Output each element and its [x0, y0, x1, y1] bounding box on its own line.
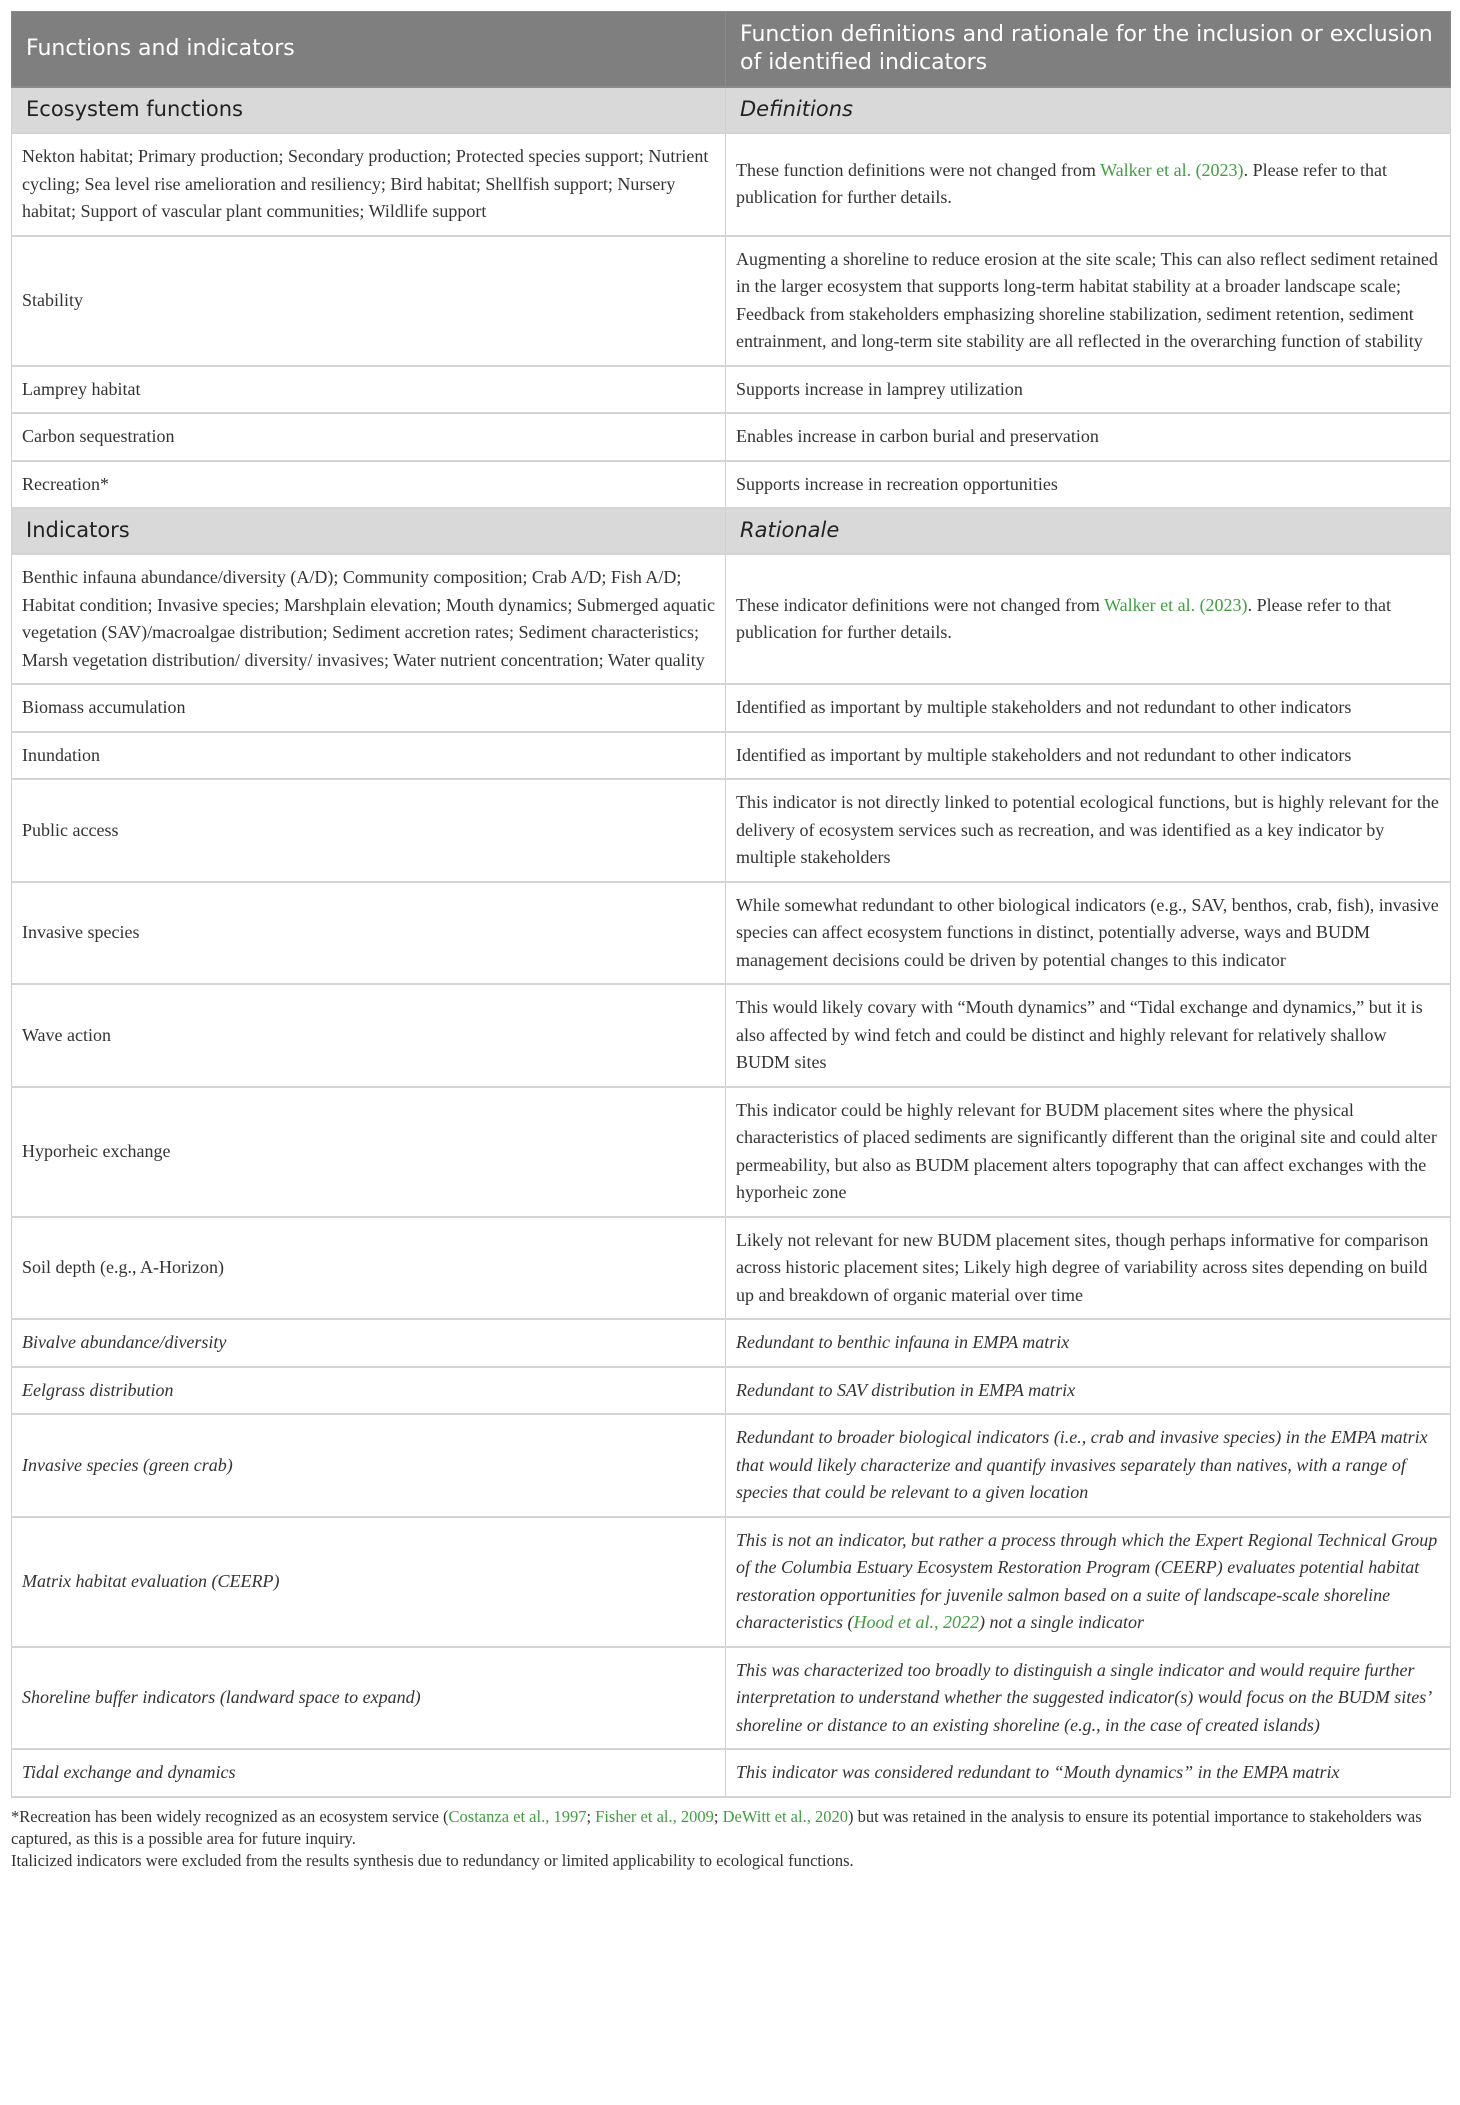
section-subtitle: Definitions: [726, 87, 1451, 133]
table-row: [12, 1217, 1451, 1320]
cell-text: . Please refer to that publication for further details.: [736, 159, 1387, 208]
footnote: [11, 1806, 1450, 1850]
definition-rationale-cell: [726, 882, 1451, 985]
function-indicator-cell: Invasive species: [12, 882, 726, 985]
function-indicator-cell: Inundation: [12, 732, 726, 780]
definition-rationale-cell: [726, 732, 1451, 780]
citation-link[interactable]: Hood et al., 2022: [853, 1612, 979, 1632]
cell-text: This indicator could be highly relevant for BUDM placement sites where the physical characteristics of placed sediments are significantly different than the original site and could alter permeability, but also as BUDM placement alters topography that can affect exchanges with the hyporheic zone: [736, 1099, 1437, 1202]
definition-rationale-cell: [726, 461, 1451, 509]
citation-link[interactable]: Walker et al. (2023): [1100, 159, 1244, 180]
definition-rationale-cell: [726, 1367, 1451, 1415]
cell-text: Supports increase in lamprey utilization: [736, 378, 1023, 399]
function-indicator-cell: Bivalve abundance/diversity: [12, 1319, 726, 1367]
cell-text: Redundant to broader biological indicators (i.e., crab and invasive species) in the EMPA matrix that would likely characterize and quantify invasives separately than natives, with a range of species that could be relevant to a given location: [736, 1427, 1428, 1502]
footnotes: [11, 1806, 1450, 1872]
cell-text: Enables increase in carbon burial and preservation: [736, 426, 1099, 446]
function-indicator-cell: Invasive species (green crab): [12, 1414, 726, 1517]
function-indicator-cell: Public access: [12, 779, 726, 882]
table-row: [12, 684, 1451, 732]
table-row: [12, 236, 1451, 366]
cell-text: Supports increase in recreation opportunities: [736, 473, 1058, 494]
table-row: [12, 554, 1451, 684]
definition-rationale-cell: [726, 684, 1451, 732]
definition-rationale-cell: [726, 413, 1451, 461]
table-row: [12, 732, 1451, 780]
function-indicator-cell: Eelgrass distribution: [12, 1367, 726, 1415]
definition-rationale-cell: [726, 984, 1451, 1087]
header-functions-indicators: Functions and indicators: [12, 12, 726, 88]
table-container: [11, 11, 1450, 1872]
cell-text: This indicator was considered redundant to “Mouth dynamics” in the EMPA matrix: [736, 1762, 1340, 1782]
definition-rationale-cell: [726, 366, 1451, 414]
citation-link[interactable]: DeWitt et al., 2020: [722, 1806, 848, 1826]
table-header-row: [12, 12, 1451, 88]
function-indicator-cell: Biomass accumulation: [12, 684, 726, 732]
table-row: [12, 1517, 1451, 1647]
cell-text: Identified as important by multiple stakeholders and not redundant to other indicators: [736, 744, 1352, 765]
function-indicator-cell: Lamprey habitat: [12, 366, 726, 414]
cell-text: ) not a single indicator: [978, 1612, 1144, 1632]
table-row: [12, 133, 1451, 236]
footnote: [11, 1850, 1450, 1872]
citation-link[interactable]: Walker et al. (2023): [1104, 594, 1248, 615]
function-indicator-cell: Carbon sequestration: [12, 413, 726, 461]
definition-rationale-cell: [726, 779, 1451, 882]
table-row: [12, 1647, 1451, 1750]
cell-text: Redundant to SAV distribution in EMPA matrix: [736, 1379, 1076, 1400]
cell-text: This is not an indicator, but rather a process through which the Expert Regional Technical Group of the Columbia Estuary Ecosystem Restoration Program (CEERP) evaluates potential habitat restoration opportunities for juvenile salmon based on a suite of landscape-scale shoreline characteristics (: [736, 1529, 1438, 1632]
table-row: [12, 1319, 1451, 1367]
function-indicator-cell: Hyporheic exchange: [12, 1087, 726, 1217]
cell-text: ) but was retained in the analysis to ensure its potential importance to stakeholders was captured, as this is a possible area for future inquiry.: [11, 1806, 1422, 1848]
cell-text: Redundant to benthic infauna in EMPA matrix: [736, 1332, 1070, 1352]
citation-link[interactable]: Costanza et al., 1997: [448, 1806, 587, 1826]
cell-text: . Please refer to that publication for further details.: [736, 594, 1391, 642]
section-subtitle: Rationale: [726, 508, 1451, 554]
definition-rationale-cell: [726, 1217, 1451, 1320]
cell-text: Identified as important by multiple stakeholders and not redundant to other indicators: [736, 697, 1352, 717]
header-definitions-rationale: Function definitions and rationale for the inclusion or exclusion of identified indicators: [726, 12, 1451, 88]
definition-rationale-cell: [726, 1414, 1451, 1517]
table-row: [12, 779, 1451, 882]
table-row: [12, 984, 1451, 1087]
table-row: [12, 882, 1451, 985]
cell-text: Italicized indicators were excluded from the results synthesis due to redundancy or limited applicability to ecological functions.: [11, 1850, 854, 1870]
table-row: [12, 1087, 1451, 1217]
cell-text: While somewhat redundant to other biological indicators (e.g., SAV, benthos, crab, fish), invasive species can affect ecosystem functions in distinct, potentially adverse, ways and BUDM management decisions could be driven by potential changes to this indicator: [736, 894, 1439, 970]
function-indicator-cell: Nekton habitat; Primary production; Secondary production; Protected species support; Nutrient cycling; Sea level rise amelioration and resiliency; Bird habitat; Shellfish support; Nursery habitat; Support of vascular plant communities; Wildlife support: [12, 133, 726, 236]
definition-rationale-cell: [726, 1087, 1451, 1217]
definition-rationale-cell: [726, 554, 1451, 684]
definition-rationale-cell: [726, 1749, 1451, 1797]
function-indicator-cell: Matrix habitat evaluation (CEERP): [12, 1517, 726, 1647]
table-row: [12, 1749, 1451, 1797]
cell-text: This indicator is not directly linked to potential ecological functions, but is highly relevant for the delivery of ecosystem services such as recreation, and was identified as a key indicator by multiple stakeholders: [736, 792, 1439, 867]
definition-rationale-cell: [726, 236, 1451, 366]
function-indicator-cell: Wave action: [12, 984, 726, 1087]
section-title: Indicators: [12, 508, 726, 554]
cell-text: This was characterized too broadly to distinguish a single indicator and would require further interpretation to understand whether the suggested indicator(s) would focus on the BUDM sites’ shoreline or distance to an existing shoreline (e.g., in the case of created islands): [736, 1659, 1431, 1735]
indicators-table: [11, 11, 1451, 1798]
section-header-row: [12, 87, 1451, 133]
cell-text: ;: [586, 1806, 596, 1826]
citation-link[interactable]: Fisher et al., 2009: [595, 1806, 714, 1826]
cell-text: This would likely covary with “Mouth dynamics” and “Tidal exchange and dynamics,” but it is also affected by wind fetch and could be distinct and highly relevant for relatively shallow BUDM sites: [736, 997, 1423, 1072]
definition-rationale-cell: [726, 1319, 1451, 1367]
cell-text: Augmenting a shoreline to reduce erosion at the site scale; This can also reflect sediment retained in the larger ecosystem that supports long-term habitat stability at a broader landscape scale; Feedback from stakeholders emphasizing shoreline stabilization, sediment retention, sediment entrainment, and long-term site stability are all reflected in the overarching function of stability: [736, 248, 1438, 351]
cell-text: Likely not relevant for new BUDM placement sites, though perhaps informative for comparison across historic placement sites; Likely high degree of variability across sites depending on build up and breakdown of organic material over time: [736, 1229, 1429, 1305]
cell-text: *Recreation has been widely recognized as an ecosystem service (: [11, 1806, 449, 1826]
table-row: [12, 366, 1451, 414]
cell-text: These indicator definitions were not changed from: [736, 594, 1105, 615]
function-indicator-cell: Stability: [12, 236, 726, 366]
section-header-row: [12, 508, 1451, 554]
function-indicator-cell: Tidal exchange and dynamics: [12, 1749, 726, 1797]
function-indicator-cell: Benthic infauna abundance/diversity (A/D); Community composition; Crab A/D; Fish A/D; Habitat condition; Invasive species; Marshplain elevation; Mouth dynamics; Submerged aquatic vegetation (SAV)/macroalgae distribution; Sediment accretion rates; Sediment characteristics; Marsh vegetation distribution/ diversity/ invasives; Water nutrient concentration; Water quality: [12, 554, 726, 684]
table-row: [12, 1367, 1451, 1415]
table-row: [12, 1414, 1451, 1517]
table-row: [12, 461, 1451, 509]
function-indicator-cell: Recreation*: [12, 461, 726, 509]
section-title: Ecosystem functions: [12, 87, 726, 133]
definition-rationale-cell: [726, 133, 1451, 236]
definition-rationale-cell: [726, 1647, 1451, 1750]
cell-text: These function definitions were not changed from: [736, 159, 1101, 180]
definition-rationale-cell: [726, 1517, 1451, 1647]
function-indicator-cell: Shoreline buffer indicators (landward space to expand): [12, 1647, 726, 1750]
function-indicator-cell: Soil depth (e.g., A-Horizon): [12, 1217, 726, 1320]
cell-text: ;: [713, 1806, 723, 1826]
table-row: [12, 413, 1451, 461]
